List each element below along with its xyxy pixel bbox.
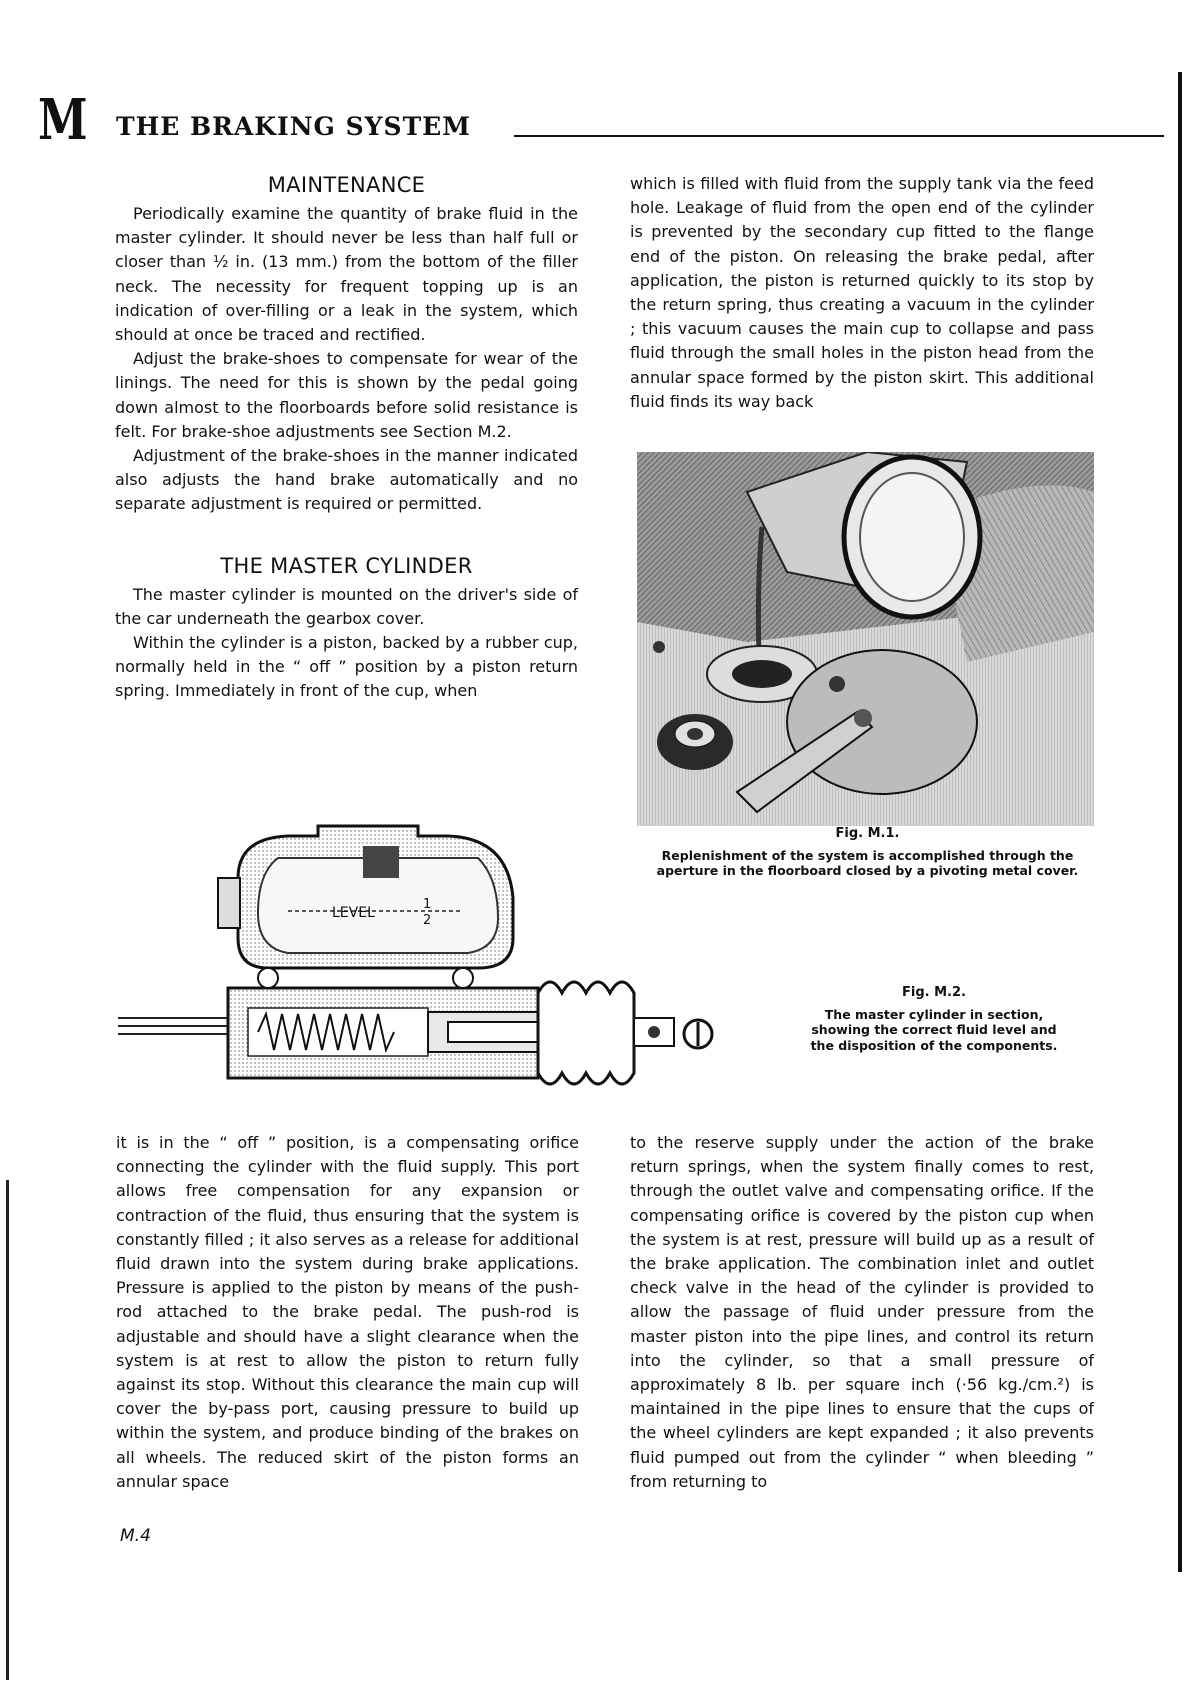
- cylinder-section-drawing: [118, 818, 788, 1100]
- page-number: M.4: [120, 1526, 151, 1546]
- page-header: [38, 87, 1178, 153]
- fig2-label: Fig. M.2.: [902, 985, 966, 1000]
- master-cylinder-heading: THE MASTER CYLINDER: [220, 553, 473, 578]
- master-cylinder-paragraph-1: The master cylinder is mounted on the driver's side of the car underneath the gearbox cover.: [115, 584, 578, 628]
- master-cylinder-diagram: [118, 818, 788, 1100]
- header-rule: [514, 135, 1164, 137]
- bottom-left-paragraph: it is in the “ off ” position, is a compensating orifice connecting the cylinder with the fluid supply. This port allows free compensation for any expansion or contraction of the fluid, thus ensuring that the system is constantly filled ; it also serves as a release for additional fluid drawn into the system during brake applications. Pressure is applied to the piston by means of the push-rod attached to the brake pedal. The push-rod is adjustable and should have a slight clearance when the system is at rest to allow the piston to return fully against its stop. Without this clearance the main cup will cover the by-pass port, causing pressure to build up within the system, and produce binding of the brakes on all wheels. The reduced skirt of the piston forms an annular space: [116, 1133, 579, 1491]
- page-edge-line: [1178, 72, 1182, 1572]
- rubber-boot: [538, 982, 634, 1084]
- left-column-bottom: [116, 1131, 579, 1494]
- right-column-top: [630, 172, 1094, 414]
- fraction-numerator: 1: [423, 897, 432, 912]
- fig1-label: Fig. M.1.: [835, 826, 900, 841]
- fraction-denominator: 2: [423, 913, 432, 928]
- master-cylinder-paragraph-2: Within the cylinder is a piston, backed by a rubber cup, normally held in the “ off ” position by a piston return spring. Immediately in front of the cup, when: [115, 633, 578, 701]
- maintenance-heading: MAINTENANCE: [267, 173, 426, 197]
- page-left-edge: [6, 1180, 9, 1680]
- maintenance-paragraph-3: Adjustment of the brake-shoes in the manner indicated also adjusts the hand brake automatically and no separate adjustment is required or permitted.: [115, 446, 578, 514]
- right-column-paragraph: which is filled with fluid from the supply tank via the feed hole. Leakage of fluid from the open end of the cylinder is prevented by the secondary cup fitted to the flange end of the piston. On releasing the brake pedal, after application, the piston is returned quickly to its stop by the return spring, thus creating a vacuum in the cylinder ; this vacuum causes the main cup to collapse and pass fluid through the small holes in the piston head from the annular space formed by the piston skirt. This additional fluid finds its way back: [630, 174, 1094, 411]
- fig2-caption: [800, 985, 1068, 1053]
- bottom-right-paragraph: to the reserve supply under the action of the brake return springs, when the system finally comes to rest, through the outlet valve and compensating orifice. If the compensating orifice is covered by the piston cup when the system is at rest, pressure will build up as a result of the brake application. The combination inlet and outlet check valve in the head of the cylinder is provided to allow the passage of fluid under pressure from the master piston into the pipe lines, and control its return into the cylinder, so that a small pressure of approximately 8 lb. per square inch (·56 kg./cm.²) is maintained in the pipe lines to ensure that the cups of the wheel cylinders are kept expanded ; it also prevents fluid pumped out from the cylinder “ when bleeding ” from returning to: [630, 1133, 1094, 1491]
- push-rod-clevis: [634, 1018, 712, 1048]
- section-letter: M: [38, 87, 88, 153]
- level-label: LEVEL: [332, 905, 375, 921]
- maintenance-paragraph-2: Adjust the brake-shoes to compensate for wear of the linings. The need for this is shown by the pedal going down almost to the floorboards before solid resistance is felt. For brake-shoe adjustments see Section M.2.: [115, 349, 578, 441]
- fig1-caption-text: Replenishment of the system is accomplished through the aperture in the floorboard closed by a pivoting metal cover.: [656, 847, 1079, 878]
- maintenance-paragraph-1: Periodically examine the quantity of brake fluid in the master cylinder. It should never be less than half full or closer than ½ in. (13 mm.) from the bottom of the filler neck. The necessity for frequent topping up is an indication of over-filling or a leak in the system, which should at once be traced and rectified.: [115, 204, 578, 345]
- left-column-top: [115, 170, 578, 704]
- reservoir: [218, 826, 513, 968]
- pivoting-cover: [787, 650, 977, 794]
- right-column-bottom: [630, 1131, 1094, 1494]
- section-title: THE BRAKING SYSTEM: [116, 112, 471, 141]
- replenishment-photo: [637, 452, 1094, 826]
- photo-illustration: [637, 452, 1094, 826]
- fig2-caption-text: The master cylinder in section, showing the correct fluid level and the disposition of the components.: [810, 1006, 1058, 1053]
- filler-cap: [657, 714, 733, 770]
